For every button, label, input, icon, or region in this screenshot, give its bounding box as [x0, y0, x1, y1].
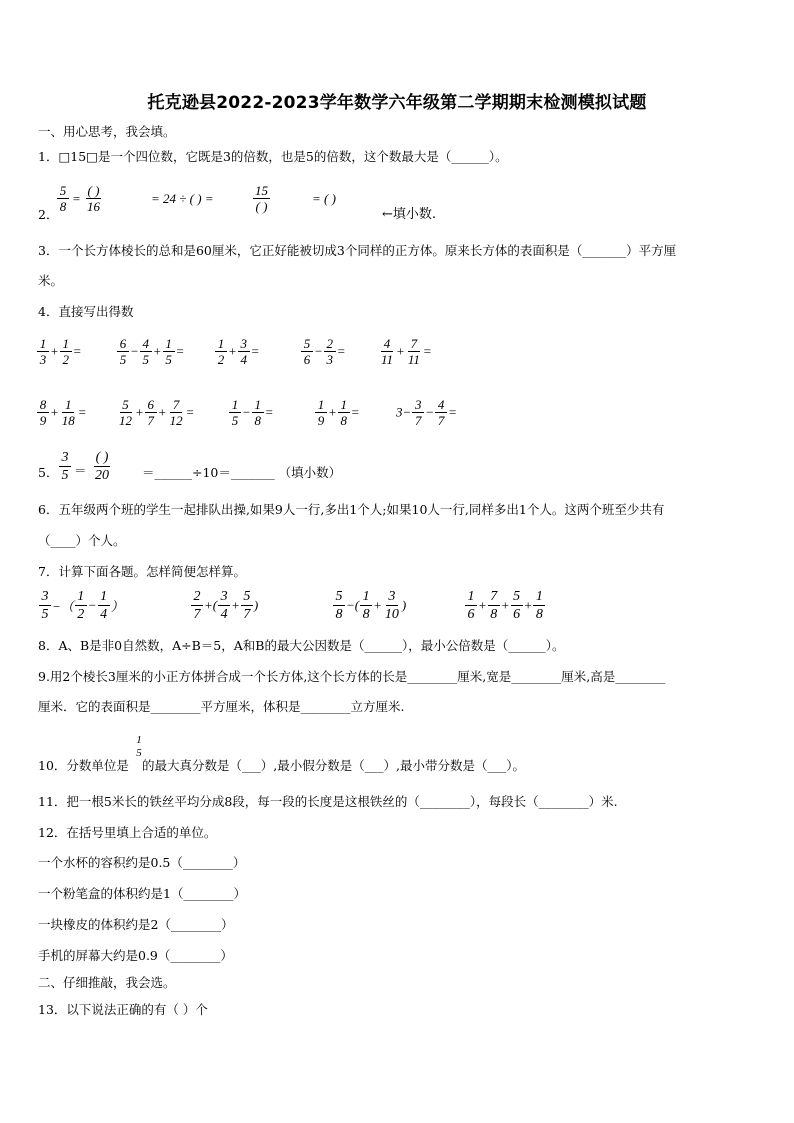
fraction: $\frac{1}{2}$	[60, 336, 72, 367]
arithmetic-item	[116, 336, 184, 367]
fraction: $\frac{1}{8}$	[338, 397, 350, 428]
question-12-item-b: 一个粉笔盒的体积约是1（________）	[38, 886, 246, 901]
question-13: 13．以下说法正确的有（ ）个	[38, 1002, 208, 1017]
question-3-line-2: 米。	[38, 273, 64, 288]
fraction: $\frac{5}{6}$	[301, 336, 313, 367]
operator: 3−	[396, 404, 412, 420]
fraction-5-8: $\frac{5}{8}$	[57, 183, 69, 214]
expression-3: $\frac{5}{8}$ −( $\frac{1}{8}$ + $\frac{3}{10}$ )	[332, 588, 406, 623]
fraction: $\frac{3}{4}$	[238, 336, 250, 367]
question-10-prefix: 10．分数单位是	[38, 758, 129, 773]
fraction: $\frac{4}{11}$	[381, 336, 394, 367]
operator: =	[250, 343, 260, 359]
question-11: 11．把一根5米长的铁丝平均分成8段，每一段的长度是这根铁丝的（________），每段长（________）米.	[38, 794, 618, 809]
question-6-line-2: （____）个人。	[38, 533, 126, 548]
decimal-blank: = ( )	[312, 191, 336, 206]
question-10-suffix: 的最大真分数是（___）,最小假分数是（___）,最小带分数是（___）。	[142, 758, 525, 773]
arithmetic-item	[314, 397, 360, 428]
fraction: $\frac{1}{9}$	[315, 397, 327, 428]
operator: =	[350, 404, 360, 420]
fraction: $\frac{1}{5}$	[229, 397, 241, 428]
question-7: 7．计算下面各题。怎样简便怎样算。	[38, 564, 246, 579]
expression-4: $\frac{1}{6}$ + $\frac{7}{8}$ + $\frac{5}{6}$ + $\frac{1}{8}$	[464, 588, 546, 623]
section-1-heading: 一、用心思考，我会填。	[38, 124, 176, 139]
arithmetic-item	[396, 397, 457, 428]
fraction: $\frac{4}{7}$	[435, 397, 447, 428]
operator: −	[130, 343, 139, 359]
fraction-blank-20: ( ) 20	[95, 450, 109, 483]
question-1: 1．□15□是一个四位数，它既是3的倍数，也是5的倍数，这个数最大是（______）。	[38, 149, 508, 164]
arithmetic-item	[378, 336, 432, 367]
operator: =	[175, 343, 185, 359]
operator: =	[422, 343, 432, 359]
page-title: 托克逊县2022-2023学年数学六年级第二学期期末检测模拟试题	[147, 93, 647, 113]
operator: −	[314, 343, 323, 359]
fraction: $\frac{7}{11}$	[407, 336, 420, 367]
operator: +	[228, 343, 237, 359]
question-12: 12．在括号里填上合适的单位。	[38, 825, 217, 840]
arithmetic-item	[36, 397, 87, 428]
fraction: $\frac{1}{5}$	[163, 336, 175, 367]
fraction: $\frac{1}{18}$	[61, 397, 75, 428]
fraction: $\frac{2}{3}$	[324, 336, 336, 367]
equals-sign: =	[72, 191, 81, 206]
operator: =	[185, 404, 195, 420]
fraction: $\frac{7}{12}$	[169, 397, 183, 428]
question-12-item-a: 一个水杯的容积约是0.5（________）	[38, 855, 246, 870]
question-2-number: 2．	[38, 207, 59, 222]
arithmetic-item	[214, 336, 260, 367]
question-9-line-2: 厘米．它的表面积是________平方厘米，体积是________立方厘米.	[38, 699, 405, 714]
equals-sign: ＝	[74, 463, 87, 478]
fraction-3-5: $\frac{3}{5}$	[59, 449, 71, 484]
question-4: 4．直接写出得数	[38, 304, 134, 319]
question-6-line-1: 6．五年级两个班的学生一起排队出操,如果9人一行,多出1个人;如果10人一行,同样多出1个人。这两个班至少共有	[38, 502, 665, 517]
operator: =	[336, 343, 346, 359]
arithmetic-item	[36, 336, 82, 367]
fraction: $\frac{1}{2}$	[215, 336, 227, 367]
arithmetic-item	[300, 336, 346, 367]
fraction: $\frac{5}{12}$	[119, 397, 132, 428]
division-expression: = 24 ÷ ( ) =	[151, 191, 214, 206]
question-12-item-d: 手机的屏幕大约是0.9（________）	[38, 948, 233, 963]
fraction: $\frac{3}{7}$	[412, 397, 424, 428]
question-8: 8．A、B是非0自然数，A÷B＝5，A和B的最大公因数是（______），最小公倍数是（______）。	[38, 638, 565, 653]
fraction: $\frac{1}{8}$	[252, 397, 264, 428]
operator: +	[50, 343, 59, 359]
operator: −	[425, 404, 435, 420]
arithmetic-item	[116, 397, 194, 428]
fill-decimal-note: ←填小数.	[382, 207, 437, 222]
operator: +	[152, 343, 162, 359]
operator: =	[77, 404, 87, 420]
fraction-blank-16: ( ) 16	[87, 183, 100, 214]
operator: +	[157, 404, 167, 420]
operator: =	[72, 343, 82, 359]
expression-1: $\frac{3}{5}$ −（ $\frac{1}{2}$ − $\frac{1}{4}$ ）	[38, 588, 124, 623]
fraction: $\frac{4}{5}$	[140, 336, 152, 367]
operator: +	[135, 404, 144, 420]
operator: +	[328, 404, 337, 420]
fraction: $\frac{6}{7}$	[145, 397, 157, 428]
fraction: $\frac{8}{9}$	[37, 397, 49, 428]
question-5-number: 5．	[38, 465, 59, 480]
section-2-heading: 二、仔细推敲，我会选。	[38, 975, 176, 990]
operator: −	[242, 404, 251, 420]
fraction: $\frac{1}{3}$	[37, 336, 49, 367]
fraction-1-5: 1 5	[136, 734, 142, 759]
question-3-line-1: 3．一个长方体棱长的总和是60厘米，它正好能被切成3个同样的正方体。原来长方体的表面积是（_______）平方厘	[38, 243, 677, 258]
operator: =	[264, 404, 274, 420]
operator: =	[448, 404, 457, 420]
question-12-item-c: 一块橡皮的体积约是2（________）	[38, 917, 234, 932]
fraction: $\frac{6}{5}$	[117, 336, 129, 367]
question-9-line-1: 9.用2个棱长3厘米的小正方体拼合成一个长方体,这个长方体的长是________厘米,宽是________厘米,高是________	[38, 669, 666, 684]
expression-2: $\frac{2}{7}$ +( $\frac{3}{4}$ + $\frac{5}{7}$ )	[190, 588, 258, 623]
arithmetic-item	[228, 397, 274, 428]
question-5-blanks: ＝______÷10＝_______ （填小数）	[142, 465, 342, 480]
question-4-row-1	[36, 336, 756, 376]
fraction-15-blank: 15 ( )	[255, 183, 268, 214]
operator: +	[396, 343, 405, 359]
question-4-row-2	[36, 397, 756, 437]
question-7-expressions	[38, 588, 758, 628]
operator: +	[50, 404, 59, 420]
